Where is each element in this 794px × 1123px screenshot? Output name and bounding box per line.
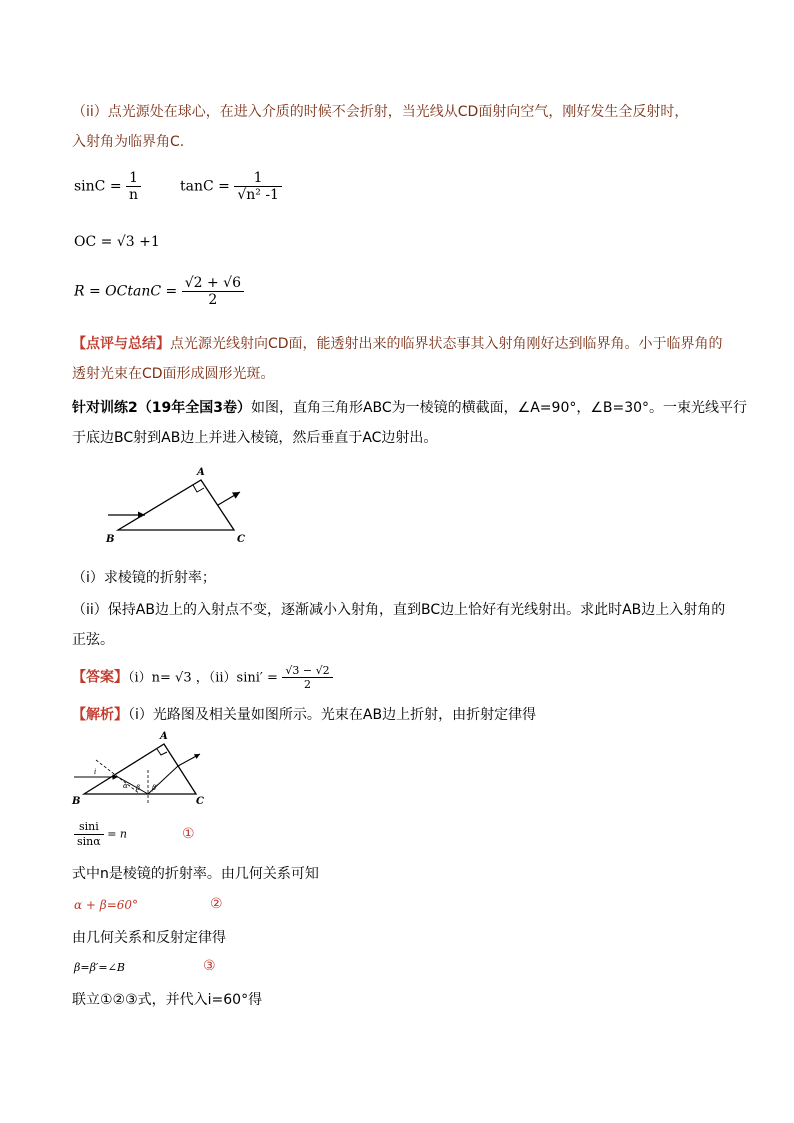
label-i: i <box>94 768 97 776</box>
answer-fraction <box>282 664 332 691</box>
r-numerator: √2 + √6 <box>182 275 244 292</box>
training-text-1: 如图，直角三角形ABC为一棱镜的横截面，∠A=90°，∠B=30°。一束光线平行 <box>250 400 748 416</box>
sin-denominator: n <box>129 187 139 203</box>
tan-lhs: tanC = <box>179 178 230 195</box>
label-c: C <box>237 534 245 545</box>
para-ii-line1: （ii）点光源处在球心，在进入介质的时候不会折射，当光线从CD面射向空气，刚好发生全反射时， <box>72 104 689 120</box>
equation-angle-sum: α + β=60° <box>74 898 139 912</box>
snell-fraction <box>74 820 104 849</box>
label-beta: β <box>136 784 141 792</box>
answer-tag: 【答案】 <box>72 669 128 686</box>
r-lhs: R = OCtanC = <box>74 283 178 300</box>
label-a: A <box>197 467 205 478</box>
sin-lhs: sinC = <box>74 178 122 195</box>
tan-numerator: 1 <box>234 170 282 187</box>
answer-numerator: √3 − √2 <box>282 664 332 678</box>
triangle-abc <box>118 480 234 530</box>
r-fraction <box>182 275 244 308</box>
equation-snell <box>74 820 127 849</box>
training-line1 <box>72 398 747 418</box>
question-i: （i）求棱镜的折射率； <box>72 570 216 586</box>
snell-rhs: = n <box>107 827 127 841</box>
text-reflection: 由几何关系和反射定律得 <box>72 930 226 946</box>
question-ii-line2: 正弦。 <box>72 632 114 648</box>
equation-beta: β=β′=∠B <box>74 961 125 974</box>
training-line2: 于底边BC射到AB边上并进入棱镜，然后垂直于AC边射出。 <box>72 430 438 446</box>
prism-figure-1 <box>100 460 260 545</box>
label-b-2: B <box>72 796 81 807</box>
prism-figure-2 <box>68 728 218 808</box>
r-denominator: 2 <box>208 292 218 308</box>
exit-ray-2 <box>178 754 200 766</box>
comment-text-1: 点光源光线射向CD面，能透射出来的临界状态事其入射角刚好达到临界角。小于临界角的 <box>170 336 723 352</box>
sin-numerator: 1 <box>126 170 141 187</box>
right-angle-mark-2 <box>157 749 167 755</box>
answer-denominator: 2 <box>303 678 311 691</box>
equation-r <box>74 275 244 308</box>
tan-fraction <box>234 170 282 203</box>
training-tag: 针对训练2（19年全国3卷） <box>72 400 251 416</box>
para-ii-line2: 入射角为临界角C. <box>72 134 185 150</box>
equation-mark-1: ① <box>182 826 195 842</box>
equation-mark-3: ③ <box>203 958 216 974</box>
question-ii-line1: （ii）保持AB边上的入射点不变，逐渐减小入射角，直到BC边上恰好有光线射出。求此时AB边上入射角的 <box>72 602 726 618</box>
snell-numerator: sini <box>74 820 104 835</box>
answer-part1: （i）n= √3 ，（ii）sini′ = <box>128 670 278 686</box>
text-combine: 联立①②③式，并代入i=60°得 <box>72 992 263 1008</box>
exit-ray <box>218 492 240 505</box>
right-angle-mark <box>193 485 204 492</box>
equation-oc: OC = √3 +1 <box>74 234 160 250</box>
label-b: B <box>106 534 115 545</box>
analysis-line1 <box>72 705 536 725</box>
analysis-text-1: （i）光路图及相关量如图所示。光束在AB边上折射，由折射定律得 <box>128 707 537 723</box>
analysis-tag: 【解析】 <box>72 707 128 723</box>
snell-denominator: sinα <box>77 835 101 848</box>
label-alpha: α <box>123 782 128 790</box>
sin-fraction <box>126 170 141 203</box>
equation-sin-tan <box>74 170 282 203</box>
answer-line <box>72 664 333 691</box>
label-a-2: A <box>160 731 168 742</box>
tan-denominator: √n² -1 <box>237 187 279 203</box>
comment-line1 <box>72 334 723 354</box>
label-c-2: C <box>196 796 204 807</box>
comment-line2: 透射光束在CD面形成圆形光斑。 <box>72 366 275 382</box>
label-beta-prime: β′ <box>152 784 158 792</box>
equation-mark-2: ② <box>210 896 223 912</box>
comment-tag: 【点评与总结】 <box>72 336 170 352</box>
text-n: 式中n是棱镜的折射率。由几何关系可知 <box>72 866 319 882</box>
